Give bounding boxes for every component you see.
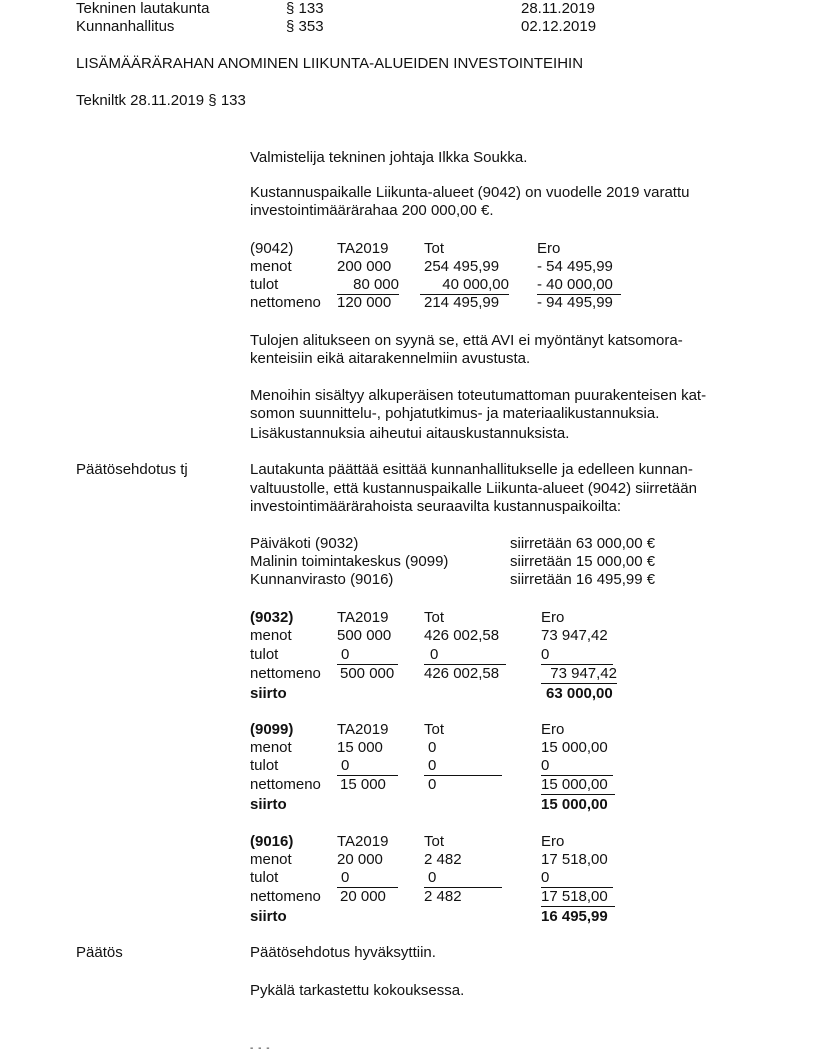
table-cell: tulot: [250, 869, 279, 886]
table-cell: 500 000: [337, 627, 392, 644]
table-cell: 200 000: [337, 258, 392, 275]
proposal-line-2: valtuustolle, että kustannuspaikalle Liikunta-alueet (9042) siirretään: [250, 480, 697, 497]
intro-line-2: investointimäärärahaa 200 000,00 €.: [250, 202, 494, 219]
table-cell: 0: [337, 646, 398, 665]
table-cell: 426 002,58: [424, 665, 500, 682]
table-cell: tulot: [250, 757, 279, 774]
header-section-1: § 133: [286, 0, 324, 17]
intro-line-1: Kustannuspaikalle Liikunta-alueet (9042) on vuodelle 2019 varattu: [250, 184, 690, 201]
header-date-1: 28.11.2019: [521, 0, 595, 17]
header-section-2: § 353: [286, 18, 324, 35]
table-cell: 73 947,42: [541, 665, 617, 684]
table-cell: TA2019: [337, 609, 389, 626]
table-cell: menot: [250, 627, 292, 644]
table-cell: siirto: [250, 796, 287, 813]
transfer-amount: siirretään 63 000,00 €: [510, 535, 656, 552]
decision-label: Päätös: [76, 944, 123, 961]
table-cell: 20 000: [340, 888, 386, 905]
table-cell: 17 518,00: [541, 851, 608, 868]
costs-para-line-2: somon suunnittelu-, pohjatutkimus- ja materiaalikustannuksia.: [250, 405, 660, 422]
table-cell: menot: [250, 739, 292, 756]
table-cell: TA2019: [337, 721, 389, 738]
table-cell: menot: [250, 851, 292, 868]
table-cell: 500 000: [340, 665, 395, 682]
table-cell: Ero: [541, 721, 565, 738]
table-cell: Tot: [424, 833, 445, 850]
transfer-name: Kunnanvirasto (9016): [250, 571, 394, 588]
table-cell: nettomeno: [250, 294, 321, 311]
table-cell: 0: [337, 757, 398, 776]
table-cell: 0: [541, 869, 613, 888]
table-cell: Ero: [541, 833, 565, 850]
transfer-name: Malinin toimintakeskus (9099): [250, 553, 449, 570]
table-cell: menot: [250, 258, 292, 275]
table-cell: Ero: [537, 240, 561, 257]
table-cell: nettomeno: [250, 665, 321, 682]
table-cell: Ero: [541, 609, 565, 626]
costs-para-line-1: Menoihin sisältyy alkuperäisen toteutumattoman puurakenteisen kat-: [250, 387, 707, 404]
table-cell: 80 000: [337, 276, 399, 295]
table-code: (9099): [250, 721, 294, 738]
table-cell: TA2019: [337, 833, 389, 850]
decision-text: Päätösehdotus hyväksyttiin.: [250, 944, 436, 961]
table-cell: 0: [337, 869, 398, 888]
table-code: (9016): [250, 833, 294, 850]
header-date-2: 02.12.2019: [521, 18, 597, 35]
proposal-line-3: investointimäärärahoista seuraavilta kustannuspaikoilta:: [250, 498, 622, 515]
table-cell: 0: [424, 646, 506, 665]
proposal-line-1: Lautakunta päättää esittää kunnanhallitukselle ja edelleen kunnan-: [250, 461, 693, 478]
table-cell: Tot: [424, 240, 445, 257]
table-cell: 0: [424, 869, 502, 888]
table-cell: 15 000: [337, 739, 383, 756]
table-cell: 73 947,42: [541, 627, 608, 644]
income-para-line-1: Tulojen alitukseen on syynä se, että AVI ei myöntänyt katsomora-: [250, 332, 683, 349]
decision-checked: Pykälä tarkastettu kokouksessa.: [250, 982, 465, 999]
reference-line: Tekniltk 28.11.2019 § 133: [76, 92, 246, 109]
table-cell: - 54 495,99: [537, 258, 613, 275]
table-cell: Tot: [424, 721, 445, 738]
table-cell: 0: [424, 757, 502, 776]
transfer-name: Päiväkoti (9032): [250, 535, 359, 552]
table-cell: TA2019: [337, 240, 389, 257]
table-cell: 15 000,00: [541, 776, 615, 795]
table-cell: 16 495,99: [541, 908, 608, 925]
table-cell: nettomeno: [250, 888, 321, 905]
table-cell: 17 518,00: [541, 888, 615, 907]
table-cell: 15 000,00: [541, 796, 608, 813]
costs-para-line-3: Lisäkustannuksia aiheutui aitauskustannuksista.: [250, 425, 570, 442]
table-cell: 2 482: [424, 888, 462, 905]
header-body-1: Tekninen lautakunta: [76, 0, 210, 17]
table-cell: 0: [428, 739, 437, 756]
table-cell: - 40 000,00: [537, 276, 621, 295]
table-cell: - 94 495,99: [537, 294, 613, 311]
table-cell: tulot: [250, 646, 279, 663]
table-cell: 0: [428, 776, 437, 793]
table-cell: nettomeno: [250, 776, 321, 793]
table-cell: 63 000,00: [546, 685, 613, 702]
transfer-amount: siirretään 16 495,99 €: [510, 571, 656, 588]
table-cell: 20 000: [337, 851, 383, 868]
table-cell: 426 002,58: [424, 627, 500, 644]
table-cell: 0: [541, 757, 613, 776]
table-code: (9032): [250, 609, 294, 626]
table-cell: 254 495,99: [424, 258, 500, 275]
document-title: LISÄMÄÄRÄRAHAN ANOMINEN LIIKUNTA-ALUEIDEN INVESTOINTEIHIN: [76, 55, 584, 72]
table-cell: 214 495,99: [424, 294, 500, 311]
table-cell: Tot: [424, 609, 445, 626]
table-cell: 0: [541, 646, 613, 665]
proposal-label: Päätösehdotus tj: [76, 461, 188, 478]
table-cell: (9042): [250, 240, 294, 257]
table-cell: 15 000,00: [541, 739, 608, 756]
trailing-dashes: - - -: [250, 1043, 271, 1054]
preparer-line: Valmistelija tekninen johtaja Ilkka Soukka.: [250, 149, 528, 166]
table-cell: 15 000: [340, 776, 386, 793]
income-para-line-2: kenteisiin eikä aitarakennelmiin avustusta.: [250, 350, 531, 367]
table-cell: siirto: [250, 908, 287, 925]
table-cell: tulot: [250, 276, 279, 293]
table-cell: siirto: [250, 685, 287, 702]
table-cell: 2 482: [424, 851, 462, 868]
transfer-amount: siirretään 15 000,00 €: [510, 553, 656, 570]
table-cell: 120 000: [337, 294, 392, 311]
table-cell: 40 000,00: [420, 276, 509, 295]
header-body-2: Kunnanhallitus: [76, 18, 175, 35]
